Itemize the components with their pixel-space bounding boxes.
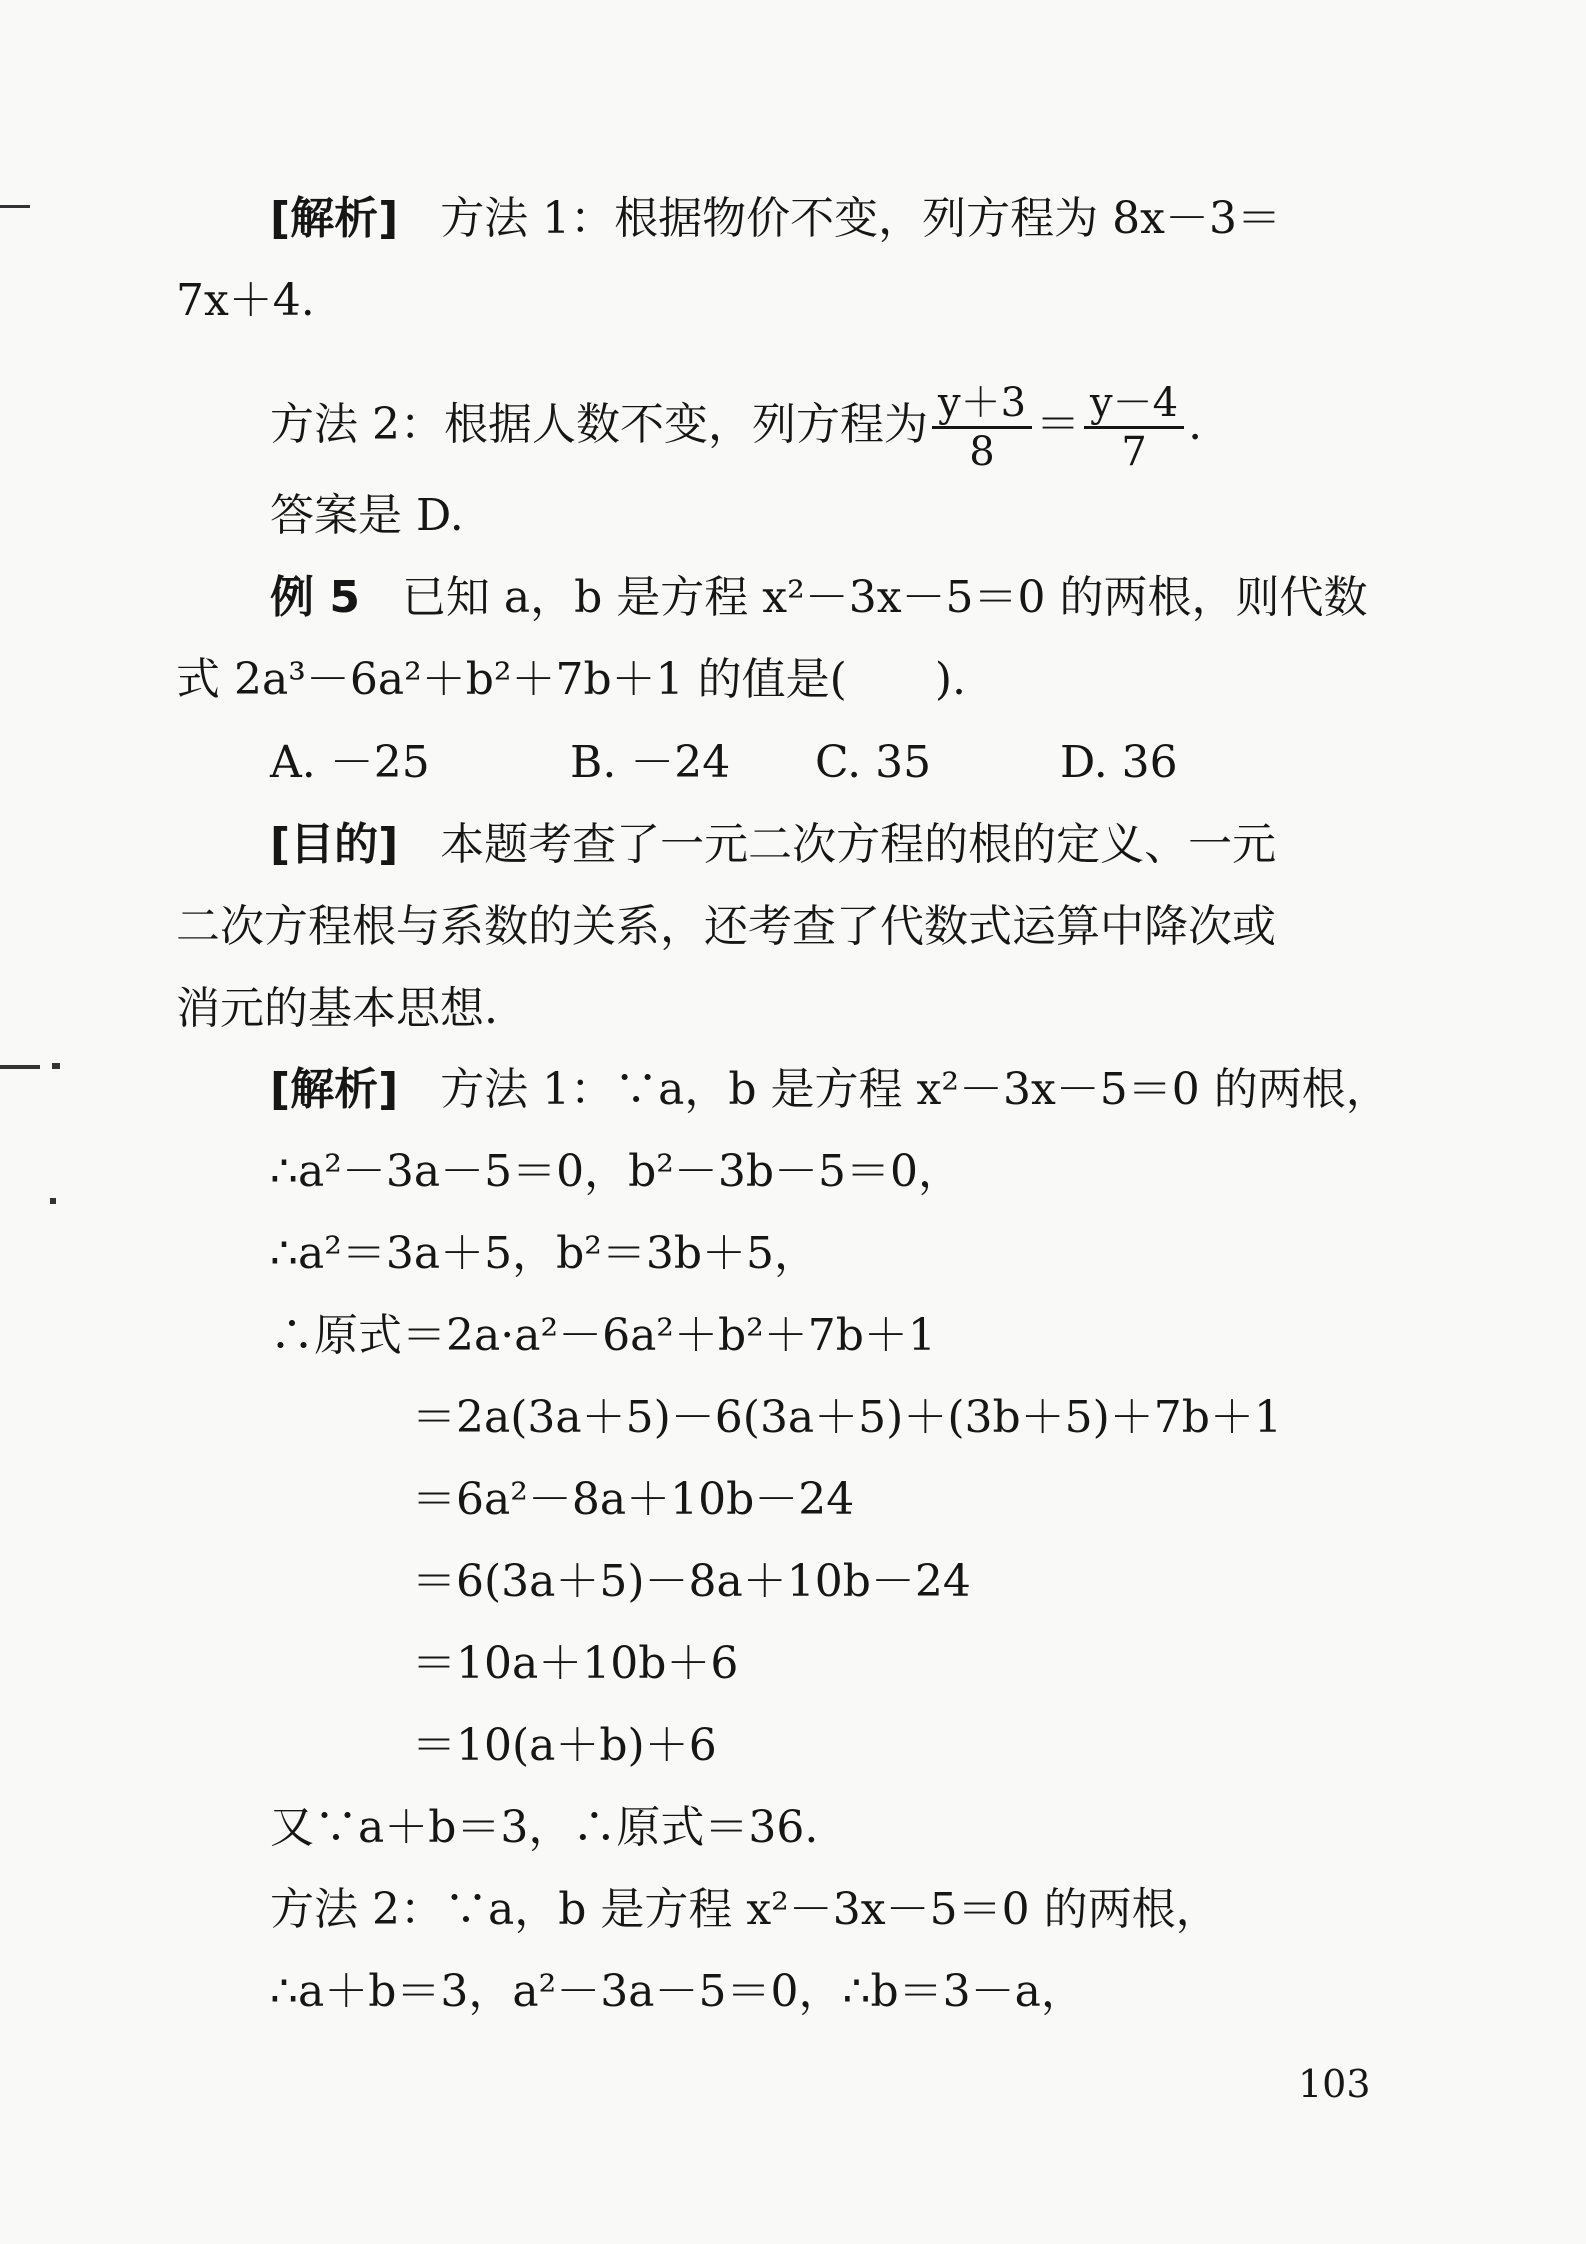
- example5-line1: [270, 568, 1368, 628]
- derivation-step: ＝6a²－8a＋10b－24: [412, 1474, 855, 1525]
- purpose-line2: 二次方程根与系数的关系，还考查了代数式运算中降次或: [176, 901, 1276, 952]
- fraction-2-numerator: y－4: [1084, 380, 1184, 429]
- ex5-solution-line2: ∴a²－3a－5＝0，b²－3b－5＝0，: [270, 1146, 963, 1197]
- option-a: A. －25: [270, 737, 430, 788]
- scan-mark: [50, 1198, 56, 1204]
- answer-line: 答案是 D.: [270, 490, 464, 541]
- purpose-line1: [270, 815, 1276, 875]
- ex5-solution-line3: ∴a²＝3a＋5，b²＝3b＋5，: [270, 1228, 819, 1279]
- ex4-solution-line2: 7x＋4.: [176, 275, 315, 326]
- fraction-1-denominator: 8: [969, 429, 995, 475]
- purpose-text: 本题考查了一元二次方程的根的定义、一元: [440, 819, 1277, 870]
- scan-mark: [52, 1063, 60, 1069]
- fraction-2: [1084, 380, 1184, 475]
- ex5-method1-text: 方法 1：∵a，b 是方程 x²－3x－5＝0 的两根，: [440, 1064, 1390, 1115]
- fraction-2-denominator: 7: [1121, 429, 1147, 475]
- equals-sign: ＝: [1036, 399, 1081, 450]
- ex4-solution-line1: [270, 189, 1281, 249]
- ex5-method2-line1: 方法 2：∵a，b 是方程 x²－3x－5＝0 的两根，: [270, 1884, 1220, 1935]
- fraction-1: [932, 380, 1032, 475]
- fraction-1-numerator: y＋3: [932, 380, 1032, 429]
- derivation-step: ＝2a(3a＋5)－6(3a＋5)＋(3b＋5)＋7b＋1: [412, 1392, 1282, 1443]
- derivation-step: ＝10(a＋b)＋6: [412, 1720, 717, 1771]
- scan-mark: [0, 205, 30, 208]
- option-b: B. －24: [570, 737, 731, 788]
- option-d: D. 36: [1060, 737, 1178, 788]
- solution-tag: [解析]: [270, 1064, 399, 1115]
- ex5-method2-line2: ∴a＋b＝3，a²－3a－5＝0，∴b＝3－a，: [270, 1966, 1085, 2017]
- example-label: 例 5: [270, 572, 360, 623]
- method1-text: 方法 1：根据物价不变，列方程为 8x－3＝: [440, 193, 1281, 244]
- example5-text: 已知 a，b 是方程 x²－3x－5＝0 的两根，则代数: [401, 572, 1368, 623]
- purpose-line3: 消元的基本思想.: [176, 983, 498, 1034]
- method2-end: .: [1188, 399, 1203, 450]
- scan-mark: [0, 1065, 40, 1069]
- method2-prefix: 方法 2：根据人数不变，列方程为: [270, 399, 928, 450]
- ex5-solution-line1: [270, 1060, 1390, 1120]
- derivation-step: ＝6(3a＋5)－8a＋10b－24: [412, 1556, 971, 1607]
- option-c: C. 35: [815, 737, 932, 788]
- ex4-method2-line: [270, 380, 1202, 475]
- ex5-conclusion: 又∵a＋b＝3，∴原式＝36.: [270, 1802, 819, 1853]
- example5-line2: 式 2a³－6a²＋b²＋7b＋1 的值是( ).: [176, 654, 966, 705]
- derivation-step: ＝10a＋10b＋6: [412, 1638, 739, 1689]
- ex5-solution-line4: ∴原式＝2a·a²－6a²＋b²＋7b＋1: [270, 1310, 936, 1361]
- solution-tag: [解析]: [270, 193, 399, 244]
- purpose-tag: [目的]: [270, 819, 399, 870]
- page-number: 103: [1298, 2062, 1371, 2106]
